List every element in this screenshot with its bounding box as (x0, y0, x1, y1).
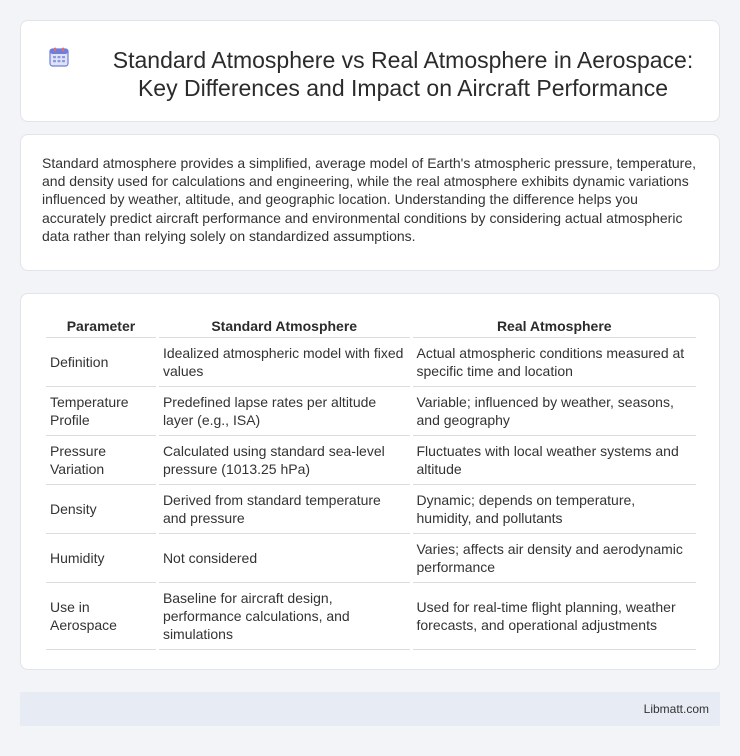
table-cell: Actual atmospheric conditions measured at specific time and location (413, 338, 697, 387)
table-cell: Not considered (159, 534, 410, 583)
table-header-row (46, 314, 696, 338)
intro-paragraph: Standard atmosphere provides a simplified, average model of Earth's atmospheric pressure, temperature, and density used for calculations and engineering, while the real atmosphere exhibits dynamic variations influenced by weather, altitude, and geographic location. Understanding the difference helps you accurately predict aircraft performance and environmental conditions by considering actual atmospheric data rather than relying solely on standardized assumptions. (42, 155, 697, 244)
table-cell: Fluctuates with local weather systems and altitude (413, 436, 697, 485)
table-cell: Used for real-time flight planning, weather forecasts, and operational adjustments (413, 583, 697, 650)
table-cell: Humidity (46, 534, 156, 583)
intro-card (20, 134, 720, 271)
table-cell: Derived from standard temperature and pressure (159, 485, 410, 534)
table-cell: Temperature Profile (46, 387, 156, 436)
table-cell: Definition (46, 338, 156, 387)
footer-site-link[interactable]: Libmatt.com (643, 702, 709, 716)
table-cell: Predefined lapse rates per altitude layer (e.g., ISA) (159, 387, 410, 436)
table-cell: Calculated using standard sea-level pressure (1013.25 hPa) (159, 436, 410, 485)
table-row (46, 387, 696, 436)
table-cell: Density (46, 485, 156, 534)
footer (20, 692, 720, 726)
header-real-atmosphere: Real Atmosphere (413, 314, 697, 338)
table-cell: Varies; affects air density and aerodynamic performance (413, 534, 697, 583)
table-row (46, 338, 696, 387)
page-title: Standard Atmosphere vs Real Atmosphere in Aerospace: Key Differences and Impact on Aircraft Performance (112, 47, 694, 101)
header-parameter: Parameter (46, 314, 156, 338)
calendar-icon (47, 45, 71, 69)
comparison-table (43, 314, 699, 650)
table-cell: Pressure Variation (46, 436, 156, 485)
table-row (46, 436, 696, 485)
table-cell: Idealized atmospheric model with fixed values (159, 338, 410, 387)
table-row (46, 534, 696, 583)
table-cell: Variable; influenced by weather, seasons, and geography (413, 387, 697, 436)
header-standard-atmosphere: Standard Atmosphere (159, 314, 410, 338)
table-cell: Baseline for aircraft design, performance calculations, and simulations (159, 583, 410, 650)
comparison-table-card (20, 293, 720, 670)
table-cell: Use in Aerospace (46, 583, 156, 650)
table-row (46, 583, 696, 650)
header-card (20, 20, 720, 122)
table-cell: Dynamic; depends on temperature, humidity, and pollutants (413, 485, 697, 534)
table-row (46, 485, 696, 534)
